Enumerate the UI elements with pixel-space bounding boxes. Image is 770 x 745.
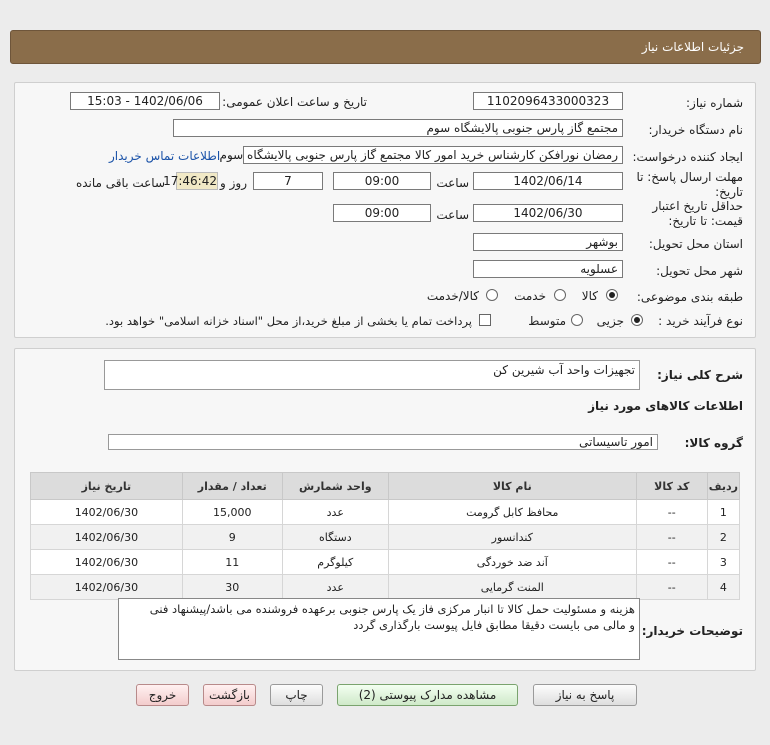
- city-field: عسلویه: [473, 260, 623, 278]
- goods-table-header: [31, 473, 740, 500]
- buyer-notes-line-1: هزینه و مسئولیت حمل کالا تا انبار مرکزی فاز یک پارس جنوبی برعهده فروشنده می باشد/پیشنهاد فنی: [149, 602, 635, 616]
- cell-code: --: [636, 550, 707, 575]
- cell-code: --: [636, 500, 707, 525]
- treasury-payment-note: پرداخت تمام یا بخشی از مبلغ خرید،از محل "اسناد خزانه اسلامی" خواهد بود.: [105, 314, 472, 328]
- buyer-field: مجتمع گاز پارس جنوبی پالایشگاه سوم: [173, 119, 623, 137]
- validity-label-2: قیمت: تا تاریخ:: [668, 214, 743, 228]
- cell-unit: دستگاه: [282, 525, 388, 550]
- city-label: شهر محل تحویل:: [656, 264, 743, 278]
- deadline-label-2: تاریخ:: [715, 185, 743, 199]
- deadline-label-1: مهلت ارسال پاسخ: تا: [636, 170, 743, 184]
- cell-qty: 30: [182, 575, 282, 600]
- deadline-date-field: 1402/06/14: [473, 172, 623, 190]
- table-row: [31, 575, 740, 600]
- table-row: [31, 500, 740, 525]
- col-qty: تعداد / مقدار: [182, 473, 282, 500]
- attachments-button[interactable]: مشاهده مدارک پیوستی (2): [337, 684, 518, 706]
- deadline-time-field: 09:00: [333, 172, 431, 190]
- cell-date: 1402/06/30: [31, 525, 183, 550]
- description-field: تجهیزات واحد آب شیرین کن: [104, 360, 640, 390]
- cell-code: --: [636, 575, 707, 600]
- cell-unit: عدد: [282, 575, 388, 600]
- cell-unit: کیلوگرم: [282, 550, 388, 575]
- cell-date: 1402/06/30: [31, 550, 183, 575]
- need-number-label: شماره نیاز:: [686, 96, 743, 110]
- reply-button[interactable]: پاسخ به نیاز: [533, 684, 637, 706]
- col-row: ردیف: [707, 473, 739, 500]
- announce-label: تاریخ و ساعت اعلان عمومی:: [222, 95, 367, 109]
- remaining-label: ساعت باقی مانده: [75, 176, 165, 190]
- creator-field: رمضان نورافکن کارشناس خرید امور کالا مجتمع گاز پارس جنوبی پالایشگاه سوم: [243, 146, 623, 164]
- cell-name: محافظ کابل گرومت: [388, 500, 636, 525]
- description-label: شرح کلی نیاز:: [657, 368, 743, 382]
- validity-label-1: حداقل تاریخ اعتبار: [652, 199, 743, 213]
- cell-row: 1: [707, 500, 739, 525]
- category-radio-both[interactable]: [486, 289, 498, 301]
- cell-row: 4: [707, 575, 739, 600]
- buyer-notes-label: توضیحات خریدار:: [641, 624, 743, 638]
- cell-name: المنت گرمایی: [388, 575, 636, 600]
- need-number-field: 1102096433000323: [473, 92, 623, 110]
- process-radio-medium[interactable]: [571, 314, 583, 326]
- process-option-medium: متوسط: [528, 314, 566, 328]
- col-date: تاریخ نیاز: [31, 473, 183, 500]
- page-header: [10, 30, 761, 64]
- cell-qty: 9: [182, 525, 282, 550]
- table-row: [31, 550, 740, 575]
- col-name: نام کالا: [388, 473, 636, 500]
- contact-buyer-link[interactable]: اطلاعات تماس خریدار: [109, 149, 221, 163]
- category-radio-goods[interactable]: [606, 289, 618, 301]
- goods-group-field: امور تاسیساتی: [108, 434, 658, 450]
- validity-time-label: ساعت: [436, 208, 469, 222]
- process-label: نوع فرآیند خرید :: [658, 314, 743, 328]
- announce-field: 1402/06/06 - 15:03: [70, 92, 220, 110]
- buyer-notes-line-2: و مالی می بایست دقیقا مطابق فایل پیوست بارگذاری گردد: [353, 618, 635, 632]
- category-option-goods: کالا: [581, 289, 598, 303]
- treasury-payment-checkbox[interactable]: [479, 314, 491, 326]
- goods-section-title: اطلاعات کالاهای مورد نیاز: [588, 399, 743, 413]
- cell-row: 2: [707, 525, 739, 550]
- cell-row: 3: [707, 550, 739, 575]
- print-button[interactable]: چاپ: [270, 684, 323, 706]
- cell-name: کندانسور: [388, 525, 636, 550]
- cell-date: 1402/06/30: [31, 500, 183, 525]
- process-option-minor: جزیی: [596, 314, 624, 328]
- category-label: طبقه بندی موضوعی:: [636, 290, 743, 304]
- remaining-time-field: 17:46:42: [163, 174, 217, 188]
- cell-date: 1402/06/30: [31, 575, 183, 600]
- process-radio-minor[interactable]: [631, 314, 643, 326]
- category-option-both: کالا/خدمت: [426, 289, 479, 303]
- cell-qty: 11: [182, 550, 282, 575]
- buyer-label: نام دستگاه خریدار:: [648, 123, 743, 137]
- cell-name: آند ضد خوردگی: [388, 550, 636, 575]
- category-option-service: خدمت: [514, 289, 546, 303]
- days-label: روز و: [220, 176, 247, 190]
- page-title: جزئیات اطلاعات نیاز: [641, 40, 744, 54]
- back-button[interactable]: بازگشت: [203, 684, 256, 706]
- province-field: بوشهر: [473, 233, 623, 251]
- category-radio-service[interactable]: [554, 289, 566, 301]
- col-code: کد کالا: [636, 473, 707, 500]
- deadline-time-label: ساعت: [436, 176, 469, 190]
- creator-label: ایجاد کننده درخواست:: [632, 150, 743, 164]
- exit-button[interactable]: خروج: [136, 684, 189, 706]
- validity-date-field: 1402/06/30: [473, 204, 623, 222]
- goods-group-label: گروه کالا:: [684, 436, 743, 450]
- validity-time-field: 09:00: [333, 204, 431, 222]
- days-field: 7: [253, 172, 323, 190]
- province-label: استان محل تحویل:: [648, 237, 743, 251]
- cell-unit: عدد: [282, 500, 388, 525]
- buyer-notes-field: [118, 598, 640, 660]
- cell-qty: 15,000: [182, 500, 282, 525]
- goods-table: [30, 472, 740, 600]
- table-row: [31, 525, 740, 550]
- col-unit: واحد شمارش: [282, 473, 388, 500]
- cell-code: --: [636, 525, 707, 550]
